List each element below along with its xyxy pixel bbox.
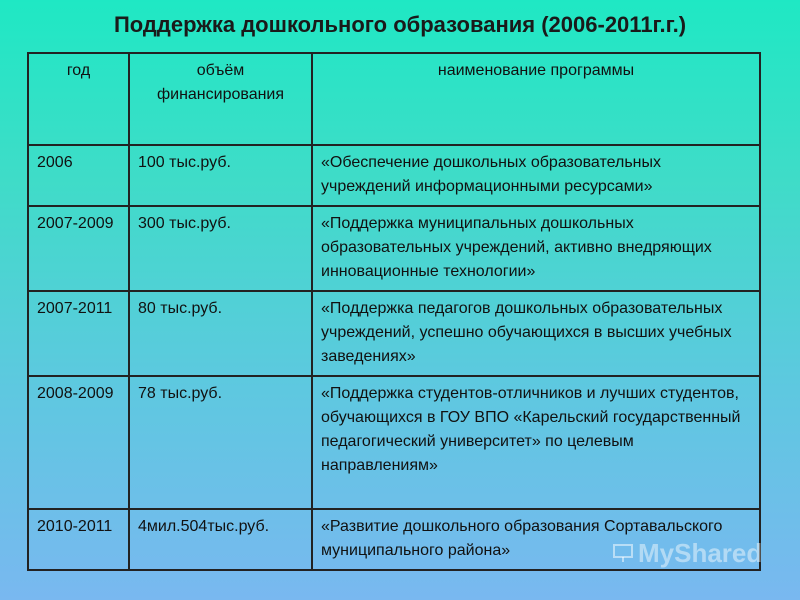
- programs-table: [27, 52, 761, 571]
- watermark-text: MyShared: [638, 538, 763, 568]
- cell-program: «Обеспечение дошкольных образовательных учреждений информационными ресурсами»: [312, 145, 760, 206]
- cell-year: 2006: [28, 145, 129, 206]
- cell-year: 2007-2011: [28, 291, 129, 376]
- cell-program: «Поддержка студентов-отличников и лучших студентов, обучающихся в ГОУ ВПО «Карельский государственный педагогический университет» по целевым направлениям»: [312, 376, 760, 509]
- table-row: [28, 206, 760, 291]
- header-funding: объём финансирования: [129, 53, 312, 145]
- cell-funding: 80 тыс.руб.: [129, 291, 312, 376]
- table-row: [28, 291, 760, 376]
- header-year: год: [28, 53, 129, 145]
- cell-program: «Поддержка муниципальных дошкольных образовательных учреждений, активно внедряющих инновационные технологии»: [312, 206, 760, 291]
- cell-program: «Поддержка педагогов дошкольных образовательных учреждений, успешно обучающихся в высших учебных заведениях»: [312, 291, 760, 376]
- cell-year: 2007-2009: [28, 206, 129, 291]
- table-header-row: [28, 53, 760, 145]
- table-row: [28, 145, 760, 206]
- cell-year: 2010-2011: [28, 509, 129, 570]
- cell-program: «Развитие дошкольного образования Сортавальского муниципального района»: [312, 509, 760, 570]
- presentation-icon: [612, 540, 634, 571]
- cell-funding: 100 тыс.руб.: [129, 145, 312, 206]
- watermark: [612, 538, 762, 571]
- table-row: [28, 376, 760, 509]
- cell-funding: 4мил.504тыс.руб.: [129, 509, 312, 570]
- cell-year: 2008-2009: [28, 376, 129, 509]
- cell-funding: 78 тыс.руб.: [129, 376, 312, 509]
- cell-funding: 300 тыс.руб.: [129, 206, 312, 291]
- header-program: наименование программы: [312, 53, 760, 145]
- slide-title: Поддержка дошкольного образования (2006-2011г.г.): [113, 12, 687, 37]
